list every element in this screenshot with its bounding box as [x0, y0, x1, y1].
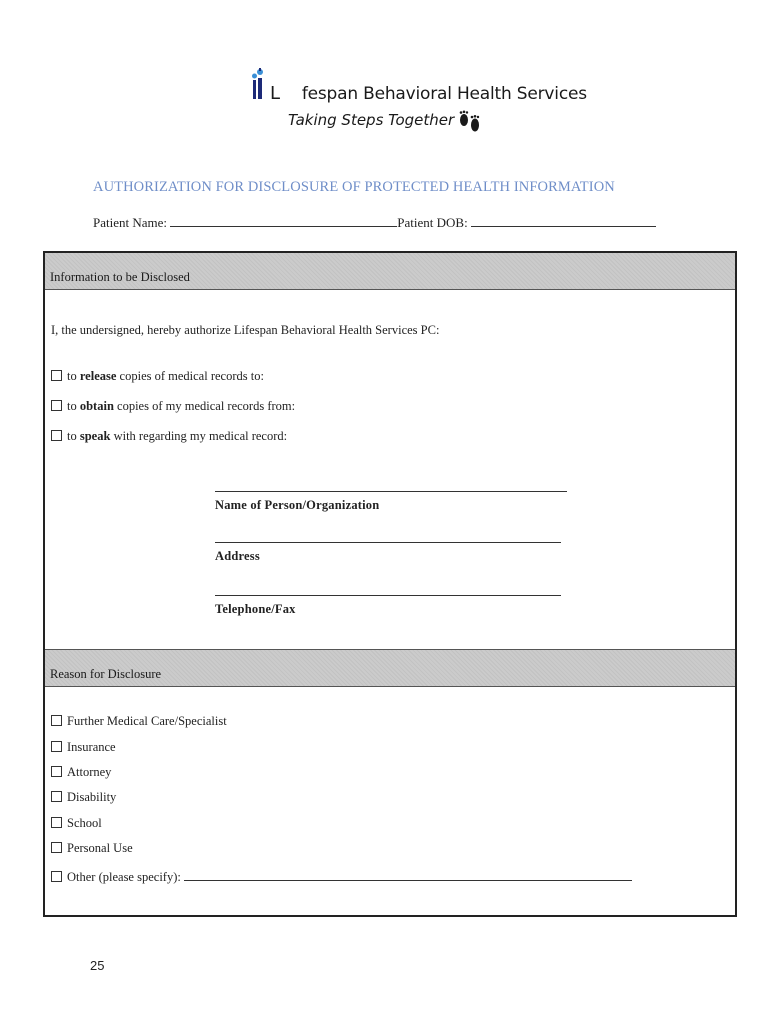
footprints-icon — [456, 110, 484, 136]
reason-option-school[interactable] — [51, 816, 102, 831]
reason-option-insurance[interactable] — [51, 740, 116, 755]
patient-name-field[interactable] — [170, 214, 397, 227]
obtain-checkbox[interactable] — [51, 400, 62, 411]
option-keyword: release — [79, 369, 117, 383]
option-obtain[interactable] — [51, 399, 295, 414]
address-field[interactable] — [215, 542, 561, 564]
reason-label: Further Medical Care/Specialist — [67, 714, 227, 728]
section-header-information — [45, 253, 735, 290]
speak-checkbox[interactable] — [51, 430, 62, 441]
option-suffix: with regarding my medical record: — [110, 429, 288, 443]
reason-label: Personal Use — [67, 841, 133, 855]
logo-title-rest: fespan Behavioral Health Services — [301, 84, 587, 104]
patient-dob-label: Patient DOB: — [397, 215, 468, 230]
telephone-fax-label: Telephone/Fax — [215, 602, 296, 616]
reason-option-medical-care[interactable] — [51, 714, 227, 729]
option-prefix: to — [67, 399, 80, 413]
reason-label: Insurance — [67, 740, 116, 754]
option-suffix: copies of my medical records from: — [113, 399, 296, 413]
reason-option-attorney[interactable] — [51, 765, 111, 780]
telephone-fax-field[interactable] — [215, 595, 561, 617]
release-checkbox[interactable] — [51, 370, 62, 381]
page-number: 25 — [90, 958, 105, 973]
authorization-intro: I, the undersigned, hereby authorize Lifespan Behavioral Health Services PC: — [51, 323, 440, 337]
reason-option-personal-use[interactable] — [51, 841, 133, 856]
address-line[interactable] — [215, 542, 561, 543]
reason-option-other[interactable] — [51, 868, 632, 885]
address-label: Address — [215, 549, 260, 563]
option-speak[interactable] — [51, 429, 287, 444]
reason-label: Disability — [67, 790, 117, 804]
lifespan-logo — [232, 66, 587, 138]
other-specify-field[interactable] — [184, 868, 632, 881]
person-organization-label: Name of Person/Organization — [215, 498, 380, 512]
telephone-fax-line[interactable] — [215, 595, 561, 596]
logo-tagline: Taking Steps Together — [288, 111, 455, 129]
checkbox[interactable] — [51, 741, 62, 752]
logo-title-initial: L — [270, 83, 280, 104]
reason-label: School — [67, 816, 102, 830]
logo-title — [270, 83, 587, 104]
option-prefix: to — [67, 429, 80, 443]
patient-info-line — [93, 214, 656, 231]
checkbox[interactable] — [51, 817, 62, 828]
section-header-label: Information to be Disclosed — [50, 270, 190, 284]
checkbox[interactable] — [51, 842, 62, 853]
information-section — [43, 251, 737, 651]
section-header-label: Reason for Disclosure — [50, 667, 162, 681]
reason-section — [43, 649, 737, 917]
document-title: AUTHORIZATION FOR DISCLOSURE OF PROTECTED HEALTH INFORMATION — [93, 179, 615, 195]
person-organization-line[interactable] — [215, 491, 567, 492]
patient-dob-field[interactable] — [471, 214, 656, 227]
option-keyword: obtain — [79, 399, 114, 413]
reason-label: Other (please specify): — [67, 870, 181, 884]
section-header-reason — [45, 649, 735, 687]
reason-option-disability[interactable] — [51, 790, 116, 805]
option-prefix: to — [67, 369, 80, 383]
person-organization-field[interactable] — [215, 491, 567, 513]
option-suffix: copies of medical records to: — [116, 369, 264, 383]
checkbox[interactable] — [51, 766, 62, 777]
reason-label: Attorney — [67, 765, 112, 779]
option-keyword: speak — [79, 429, 111, 443]
patient-name-label: Patient Name: — [93, 215, 168, 230]
checkbox[interactable] — [51, 871, 62, 882]
logo-figures-icon — [232, 66, 272, 106]
checkbox[interactable] — [51, 715, 62, 726]
option-release[interactable] — [51, 369, 264, 384]
checkbox[interactable] — [51, 791, 62, 802]
